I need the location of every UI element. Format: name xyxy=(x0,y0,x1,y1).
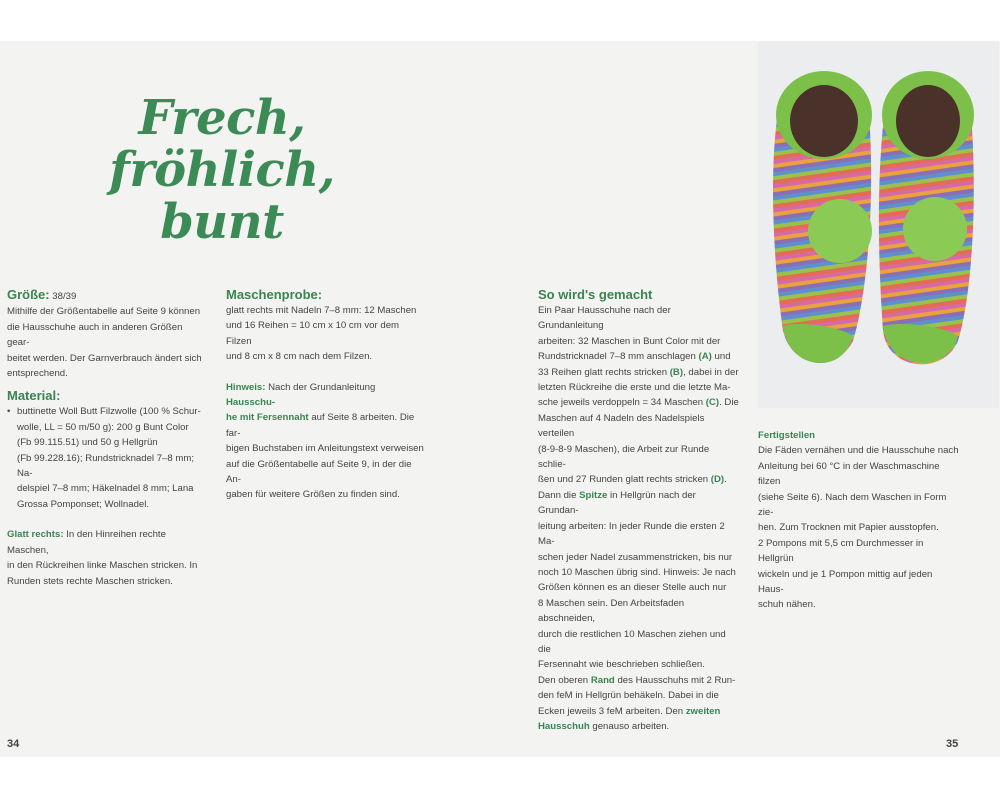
groesse-line: Mithilfe der Größentabelle auf Seite 9 können xyxy=(7,306,201,318)
hinweis-line: gaben für weitere Größen zu finden sind. xyxy=(226,489,400,501)
page-number-right: 35 xyxy=(946,738,959,750)
page-number-left: 34 xyxy=(7,738,20,750)
groesse-label: Größe: xyxy=(7,287,50,302)
hinweis-label: Hinweis: xyxy=(226,381,266,393)
glatt-label: Glatt rechts: xyxy=(7,529,64,541)
material-line: Grossa Pomponset; Wollnadel. xyxy=(17,498,150,510)
maschenprobe-heading: Maschenprobe: xyxy=(226,287,323,302)
material-heading: Material: xyxy=(7,388,61,404)
instructions-column: So wird's gemacht Ein Paar Hausschuhe nach der Grundanleitung arbeiten: 32 Maschen in Bunt Color mit der Rundstricknadel 7–8 mm anschlagen (A) und 33 Reihen glatt rechts stricken (B), dabei in der letzten Rückreihe die erste und die letzte Ma- sche jeweils verdoppeln = 34 Maschen (C). Die Maschen auf 4 Nadeln des Nadelspiels verteilen (8-9-8-9 Maschen), die Arbeit zur Runde schlie- ßen und 27 Runden glatt rechts stricken (D). Dann die Spitze in Hellgrün nach der Grundan- leitung arbeiten: In jeder Runde die ersten 2 Ma- schen jeder Nadel zusammenstricken, bis nur noch 10 Maschen übrig sind. Hinweis: Je nach Größen können es an dieser Stelle auch nur 8 Maschen sein. Den Arbeitsfaden abschneiden, durch die restlichen 10 Maschen ziehen und die Fersennaht wie beschrieben schließen. Den oberen Rand des Hausschuhs mit 2 Run- den feM in Hellgrün behäkeln. Dabei in die Ecken jeweils 3 feM arbeiten. Den zweiten Hausschuh genauso arbeiten. xyxy=(538,287,739,732)
so-wirds-gemacht-heading: So wird's gemacht xyxy=(538,287,653,302)
hinweis-line: auf die Größentabelle auf Seite 9, in der die An- xyxy=(226,458,412,486)
page-title: Frech, fröhlich, bunt xyxy=(109,90,335,250)
second-column: Maschenprobe: glatt rechts mit Nadeln 7–8 mm: 12 Maschen und 16 Reihen = 10 cm x 10 cm vor dem Filzen und 8 cm x 8 cm nach dem Filzen. Hinweis: Nach der Grundanleitung Hausschu- he mit Fersennaht auf Seite 8 arbeiten. Die far- bigen Buchstaben im Anleitungstext verweisen auf die Größentabelle auf Seite 9, in der die An- gaben für weitere Größen zu finden sind. xyxy=(226,287,426,503)
groesse-line: die Hausschuhe auch in anderen Größen gear- xyxy=(7,321,183,349)
material-line: (Fb 99.115.51) und 50 g Hellgrün xyxy=(17,437,158,449)
fertigstellen-column: Fertigstellen Die Fäden vernähen und die Hausschuhe nach Anleitung bei 60 °C in der Waschmaschine filzen (siehe Seite 6). Nach dem Waschen in Form zie- hen. Zum Trocknen mit Papier ausstopfen. 2 Pompons mit 5,5 cm Durchmesser in Hellgrün wickeln und je 1 Pompon mittig auf jeden Haus- schuh nähen. xyxy=(758,430,959,611)
left-column xyxy=(7,287,207,589)
maschenprobe-line: glatt rechts mit Nadeln 7–8 mm: 12 Maschen xyxy=(226,305,417,316)
material-line: delspiel 7–8 mm; Häkelnadel 8 mm; Lana xyxy=(17,483,194,495)
glatt-line: Runden stets rechte Maschen stricken. xyxy=(7,575,173,587)
glatt-line: in den Rückreihen linke Maschen stricken. In xyxy=(7,560,198,572)
slippers-photo xyxy=(758,41,999,408)
material-line: (Fb 99.228.16); Rundstricknadel 7–8 mm; Na- xyxy=(17,452,195,480)
maschenprobe-line: und 8 cm x 8 cm nach dem Filzen. xyxy=(226,351,373,363)
groesse-line: entsprechend. xyxy=(7,368,68,380)
material-line: wolle, LL = 50 m/50 g): 200 g Bunt Color xyxy=(17,421,189,433)
hinweis-line: bigen Buchstaben im Anleitungstext verweisen xyxy=(226,443,424,455)
fertigstellen-heading: Fertigstellen xyxy=(758,430,816,441)
material-line: • buttinette Woll Butt Filzwolle (100 % Schur- xyxy=(7,404,207,419)
groesse-line: beitet werden. Der Garnverbrauch ändert sich xyxy=(7,352,202,364)
glatt-line: In den Hinreihen rechte Maschen, xyxy=(7,529,166,556)
slippers-illustration xyxy=(758,41,999,408)
groesse-value: 38/39 xyxy=(52,291,77,302)
maschenprobe-line: und 16 Reihen = 10 cm x 10 cm vor dem Filzen xyxy=(226,320,400,347)
